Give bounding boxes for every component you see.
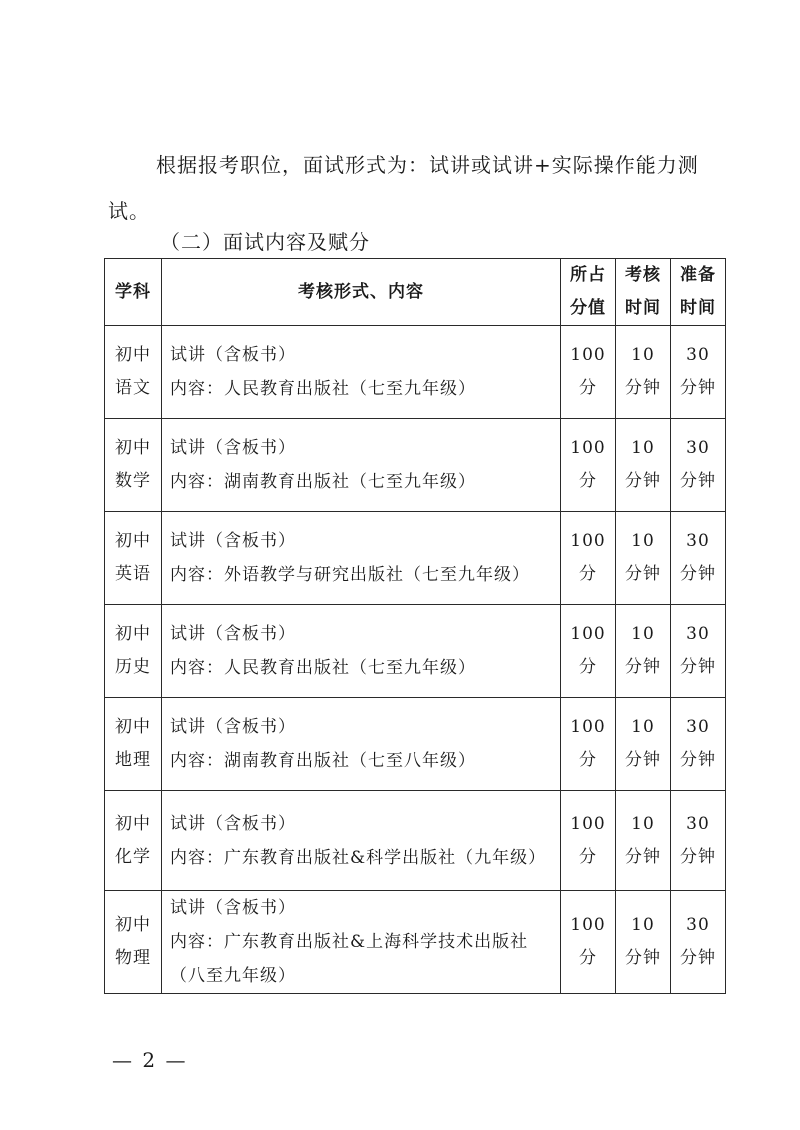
score-unit: 分	[579, 948, 597, 968]
header-score-line2: 分值	[570, 298, 606, 318]
subject-line2: 数学	[115, 471, 151, 491]
content-text: 内容：广东教育出版社&上海科学技术出版社（八至九年级）	[170, 932, 529, 986]
subject-line2: 地理	[115, 750, 151, 770]
subject-line2: 化学	[115, 846, 151, 867]
table-row	[105, 326, 726, 419]
time-unit: 分钟	[625, 846, 661, 867]
time-value: 10	[631, 438, 655, 458]
score-cell	[561, 891, 616, 994]
prep-value: 30	[686, 624, 710, 644]
time-cell	[616, 791, 671, 891]
subject-line2: 物理	[115, 948, 151, 968]
prep-unit: 分钟	[680, 846, 716, 867]
subject-cell	[105, 891, 162, 994]
form-text: 试讲（含板书）	[170, 898, 296, 918]
prep-value: 30	[686, 438, 710, 458]
score-value: 100	[570, 717, 606, 737]
subject-line1: 初中	[115, 345, 151, 365]
score-unit: 分	[579, 846, 597, 867]
content-cell	[162, 791, 561, 891]
prep-unit: 分钟	[680, 750, 716, 770]
header-score	[561, 259, 616, 326]
section-subheading: （二）面试内容及赋分	[160, 230, 370, 254]
form-text: 试讲（含板书）	[170, 813, 296, 834]
time-value: 10	[631, 717, 655, 737]
form-text: 试讲（含板书）	[170, 438, 296, 458]
subject-cell	[105, 419, 162, 512]
prep-cell	[671, 605, 726, 698]
subject-cell	[105, 605, 162, 698]
content-cell	[162, 891, 561, 994]
subject-line2: 英语	[115, 564, 151, 584]
intro-paragraph: 根据报考职位，面试形式为：试讲或试讲+实际操作能力测试。	[108, 153, 699, 223]
time-value: 10	[631, 624, 655, 644]
prep-cell	[671, 512, 726, 605]
score-cell	[561, 419, 616, 512]
content-text: 内容：广东教育出版社&科学出版社（九年级）	[170, 847, 547, 868]
content-text: 内容：人民教育出版社（七至九年级）	[170, 379, 476, 399]
content-cell	[162, 605, 561, 698]
score-unit: 分	[579, 378, 597, 398]
header-prep-line1: 准备	[680, 265, 716, 285]
subject-line1: 初中	[115, 624, 151, 644]
score-cell	[561, 698, 616, 791]
time-unit: 分钟	[625, 657, 661, 677]
content-cell	[162, 419, 561, 512]
score-cell	[561, 605, 616, 698]
form-text: 试讲（含板书）	[170, 624, 296, 644]
header-content: 考核形式、内容	[162, 259, 561, 326]
subject-cell	[105, 698, 162, 791]
subject-line1: 初中	[115, 915, 151, 935]
prep-value: 30	[686, 531, 710, 551]
prep-cell	[671, 419, 726, 512]
prep-value: 30	[686, 345, 710, 365]
time-value: 10	[631, 915, 655, 935]
header-time-line2: 时间	[625, 298, 661, 318]
time-cell	[616, 419, 671, 512]
form-text: 试讲（含板书）	[170, 531, 296, 551]
table-header-row	[105, 259, 726, 326]
page-number: — 2 —	[112, 1048, 188, 1072]
subject-cell	[105, 791, 162, 891]
table-row	[105, 698, 726, 791]
form-text: 试讲（含板书）	[170, 345, 296, 365]
time-unit: 分钟	[625, 471, 661, 491]
prep-unit: 分钟	[680, 564, 716, 584]
content-cell	[162, 698, 561, 791]
time-cell	[616, 891, 671, 994]
prep-unit: 分钟	[680, 657, 716, 677]
time-value: 10	[631, 813, 655, 834]
time-cell	[616, 512, 671, 605]
content-cell	[162, 512, 561, 605]
score-unit: 分	[579, 750, 597, 770]
score-value: 100	[570, 813, 606, 834]
time-cell	[616, 326, 671, 419]
header-prep	[671, 259, 726, 326]
prep-cell	[671, 698, 726, 791]
score-unit: 分	[579, 564, 597, 584]
content-text: 内容：湖南教育出版社（七至九年级）	[170, 472, 476, 492]
subject-line1: 初中	[115, 531, 151, 551]
header-time-line1: 考核	[625, 265, 661, 285]
table-row	[105, 512, 726, 605]
prep-unit: 分钟	[680, 471, 716, 491]
time-unit: 分钟	[625, 948, 661, 968]
form-text: 试讲（含板书）	[170, 717, 296, 737]
header-time	[616, 259, 671, 326]
prep-value: 30	[686, 813, 710, 834]
prep-cell	[671, 891, 726, 994]
score-cell	[561, 791, 616, 891]
score-cell	[561, 512, 616, 605]
score-value: 100	[570, 624, 606, 644]
time-value: 10	[631, 345, 655, 365]
time-unit: 分钟	[625, 750, 661, 770]
time-unit: 分钟	[625, 564, 661, 584]
header-subject: 学科	[105, 259, 162, 326]
header-score-line1: 所占	[570, 265, 606, 285]
time-cell	[616, 698, 671, 791]
prep-unit: 分钟	[680, 378, 716, 398]
subject-line2: 历史	[115, 657, 151, 677]
subject-line1: 初中	[115, 438, 151, 458]
table-row	[105, 891, 726, 994]
prep-cell	[671, 791, 726, 891]
score-value: 100	[570, 345, 606, 365]
content-text: 内容：人民教育出版社（七至九年级）	[170, 658, 476, 678]
score-unit: 分	[579, 657, 597, 677]
subject-line2: 语文	[115, 378, 151, 398]
score-value: 100	[570, 438, 606, 458]
subject-line1: 初中	[115, 813, 151, 834]
prep-unit: 分钟	[680, 948, 716, 968]
score-value: 100	[570, 531, 606, 551]
score-value: 100	[570, 915, 606, 935]
table-row	[105, 791, 726, 891]
time-unit: 分钟	[625, 378, 661, 398]
score-cell	[561, 326, 616, 419]
time-cell	[616, 605, 671, 698]
subject-cell	[105, 326, 162, 419]
content-cell	[162, 326, 561, 419]
prep-value: 30	[686, 915, 710, 935]
subject-cell	[105, 512, 162, 605]
table-row	[105, 605, 726, 698]
subject-line1: 初中	[115, 717, 151, 737]
prep-value: 30	[686, 717, 710, 737]
score-unit: 分	[579, 471, 597, 491]
header-prep-line2: 时间	[680, 298, 716, 318]
content-text: 内容：湖南教育出版社（七至八年级）	[170, 751, 476, 771]
interview-content-table	[104, 258, 726, 994]
time-value: 10	[631, 531, 655, 551]
table-row	[105, 419, 726, 512]
prep-cell	[671, 326, 726, 419]
content-text: 内容：外语教学与研究出版社（七至九年级）	[170, 565, 530, 585]
